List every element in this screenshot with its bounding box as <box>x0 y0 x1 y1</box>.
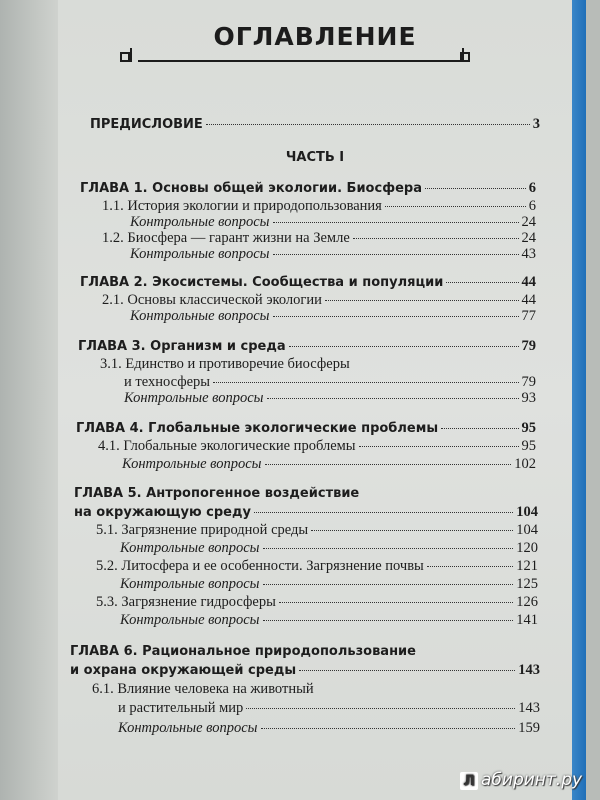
binding-stripe <box>572 0 586 800</box>
entry-page: 126 <box>516 594 538 610</box>
dot-leader <box>299 670 515 671</box>
labirint-logo-icon: Л <box>460 772 478 790</box>
entry-label: ГЛАВА 1. Основы общей экологии. Биосфера <box>80 181 422 196</box>
entry-label: 5.3. Загрязнение гидросферы <box>96 594 276 610</box>
entry-page: 95 <box>521 438 536 454</box>
toc-review-questions[interactable] <box>130 246 536 263</box>
dot-leader <box>206 124 530 125</box>
dot-leader <box>263 620 514 621</box>
watermark <box>460 770 582 790</box>
toc-section[interactable] <box>102 230 536 247</box>
toc-section[interactable] <box>102 292 536 309</box>
dot-leader <box>263 548 514 549</box>
toc-section[interactable] <box>96 522 538 539</box>
entry-page: 95 <box>521 420 536 436</box>
dot-leader <box>279 602 513 603</box>
entry-label: Контрольные вопросы <box>122 456 262 472</box>
toc-chapter-2[interactable] <box>80 274 536 291</box>
toc-review-questions[interactable] <box>122 456 536 473</box>
toc-section[interactable] <box>102 198 536 215</box>
entry-label: 5.2. Литосфера и ее особенности. Загрязнение почвы <box>96 558 424 574</box>
book-page <box>58 0 572 800</box>
dot-leader <box>325 300 519 301</box>
toc-section[interactable] <box>96 558 538 575</box>
right-page-edge <box>586 0 600 800</box>
entry-label: Контрольные вопросы <box>130 308 270 324</box>
toc-section[interactable] <box>98 438 536 455</box>
entry-page: 24 <box>521 214 536 230</box>
dot-leader <box>289 346 519 347</box>
entry-label: и охрана окружающей среды <box>70 663 297 678</box>
entry-label: 1.2. Биосфера — гарант жизни на Земле <box>102 230 350 246</box>
entry-label: Контрольные вопросы <box>130 214 270 230</box>
entry-label: на окружающую среду <box>74 505 251 520</box>
entry-page: 44 <box>521 292 536 308</box>
entry-page: 77 <box>521 308 536 324</box>
dot-leader <box>265 464 512 465</box>
entry-label: 4.1. Глобальные экологические проблемы <box>98 438 356 454</box>
toc-chapter-3[interactable] <box>78 338 536 355</box>
entry-label: ПРЕДИСЛОВИЕ <box>90 117 203 132</box>
dot-leader <box>353 238 519 239</box>
entry-page: 104 <box>516 522 538 538</box>
entry-label: ГЛАВА 4. Глобальные экологические проблемы <box>76 421 439 436</box>
toc-chapter-5-line1: ГЛАВА 5. Антропогенное воздействие <box>74 486 360 501</box>
toc-review-questions[interactable] <box>120 576 538 593</box>
entry-label: ГЛАВА 2. Экосистемы. Сообщества и популяции <box>80 275 444 290</box>
watermark-text: абиринт.ру <box>481 770 583 790</box>
entry-label: и растительный мир <box>118 700 244 716</box>
toc-review-questions[interactable] <box>130 214 536 231</box>
entry-label: 1.1. История экологии и природопользования <box>102 198 382 214</box>
entry-label: Контрольные вопросы <box>124 390 264 406</box>
entry-page: 104 <box>516 504 538 520</box>
toc-section[interactable] <box>96 594 538 611</box>
dot-leader <box>267 398 519 399</box>
entry-page: 79 <box>521 338 536 354</box>
entry-page: 6 <box>528 198 536 214</box>
entry-page: 93 <box>521 390 536 406</box>
dot-leader <box>273 222 519 223</box>
entry-label: Контрольные вопросы <box>120 576 260 592</box>
toc-chapter-6-line1: ГЛАВА 6. Рациональное природопользование <box>70 644 416 659</box>
entry-page: 121 <box>516 558 538 574</box>
dot-leader <box>311 530 513 531</box>
dot-leader <box>446 282 518 283</box>
ornament-rule <box>138 60 462 62</box>
toc-section-line1: 6.1. Влияние человека на животный <box>92 681 314 697</box>
entry-page: 43 <box>521 246 536 262</box>
left-page-edge <box>0 0 58 800</box>
toc-section[interactable] <box>124 374 536 391</box>
page-title: ОГЛАВЛЕНИЕ <box>213 22 417 51</box>
toc-chapter-1[interactable] <box>80 180 536 197</box>
dot-leader <box>273 316 519 317</box>
dot-leader <box>359 446 519 447</box>
part-heading: ЧАСТЬ I <box>285 150 345 165</box>
entry-label: Контрольные вопросы <box>120 540 260 556</box>
entry-label: Контрольные вопросы <box>130 246 270 262</box>
dot-leader <box>273 254 519 255</box>
toc-review-questions[interactable] <box>130 308 536 325</box>
toc-review-questions[interactable] <box>124 390 536 407</box>
toc-section[interactable] <box>118 700 540 717</box>
dot-leader <box>254 512 513 513</box>
entry-page: 143 <box>518 700 540 716</box>
entry-page: 79 <box>521 374 536 390</box>
toc-section-line1: 3.1. Единство и противоречие биосферы <box>100 356 350 372</box>
entry-label: ГЛАВА 3. Организм и среда <box>78 339 286 354</box>
dot-leader <box>261 728 516 729</box>
dot-leader <box>385 206 526 207</box>
dot-leader <box>263 584 514 585</box>
entry-page: 44 <box>521 274 536 290</box>
entry-page: 143 <box>518 662 540 678</box>
entry-label: 2.1. Основы классической экологии <box>102 292 322 308</box>
toc-review-questions[interactable] <box>120 540 538 557</box>
entry-label: Контрольные вопросы <box>120 612 260 628</box>
entry-label: Контрольные вопросы <box>118 720 258 736</box>
entry-page: 125 <box>516 576 538 592</box>
toc-review-questions[interactable] <box>120 612 538 629</box>
entry-page: 102 <box>514 456 536 472</box>
dot-leader <box>427 566 513 567</box>
toc-chapter-6[interactable] <box>70 662 540 679</box>
entry-page: 120 <box>516 540 538 556</box>
toc-preface[interactable] <box>90 116 540 133</box>
entry-label: и техносферы <box>124 374 211 390</box>
entry-page: 24 <box>521 230 536 246</box>
entry-page: 3 <box>532 116 540 132</box>
entry-page: 159 <box>518 720 540 736</box>
toc-chapter-5[interactable] <box>74 504 538 521</box>
dot-leader <box>441 428 518 429</box>
dot-leader <box>246 708 515 709</box>
entry-label: 5.1. Загрязнение природной среды <box>96 522 309 538</box>
toc-chapter-4[interactable] <box>76 420 536 437</box>
entry-page: 6 <box>528 180 536 196</box>
dot-leader <box>425 188 526 189</box>
entry-page: 141 <box>516 612 538 628</box>
toc-review-questions[interactable] <box>118 720 540 737</box>
dot-leader <box>213 382 518 383</box>
